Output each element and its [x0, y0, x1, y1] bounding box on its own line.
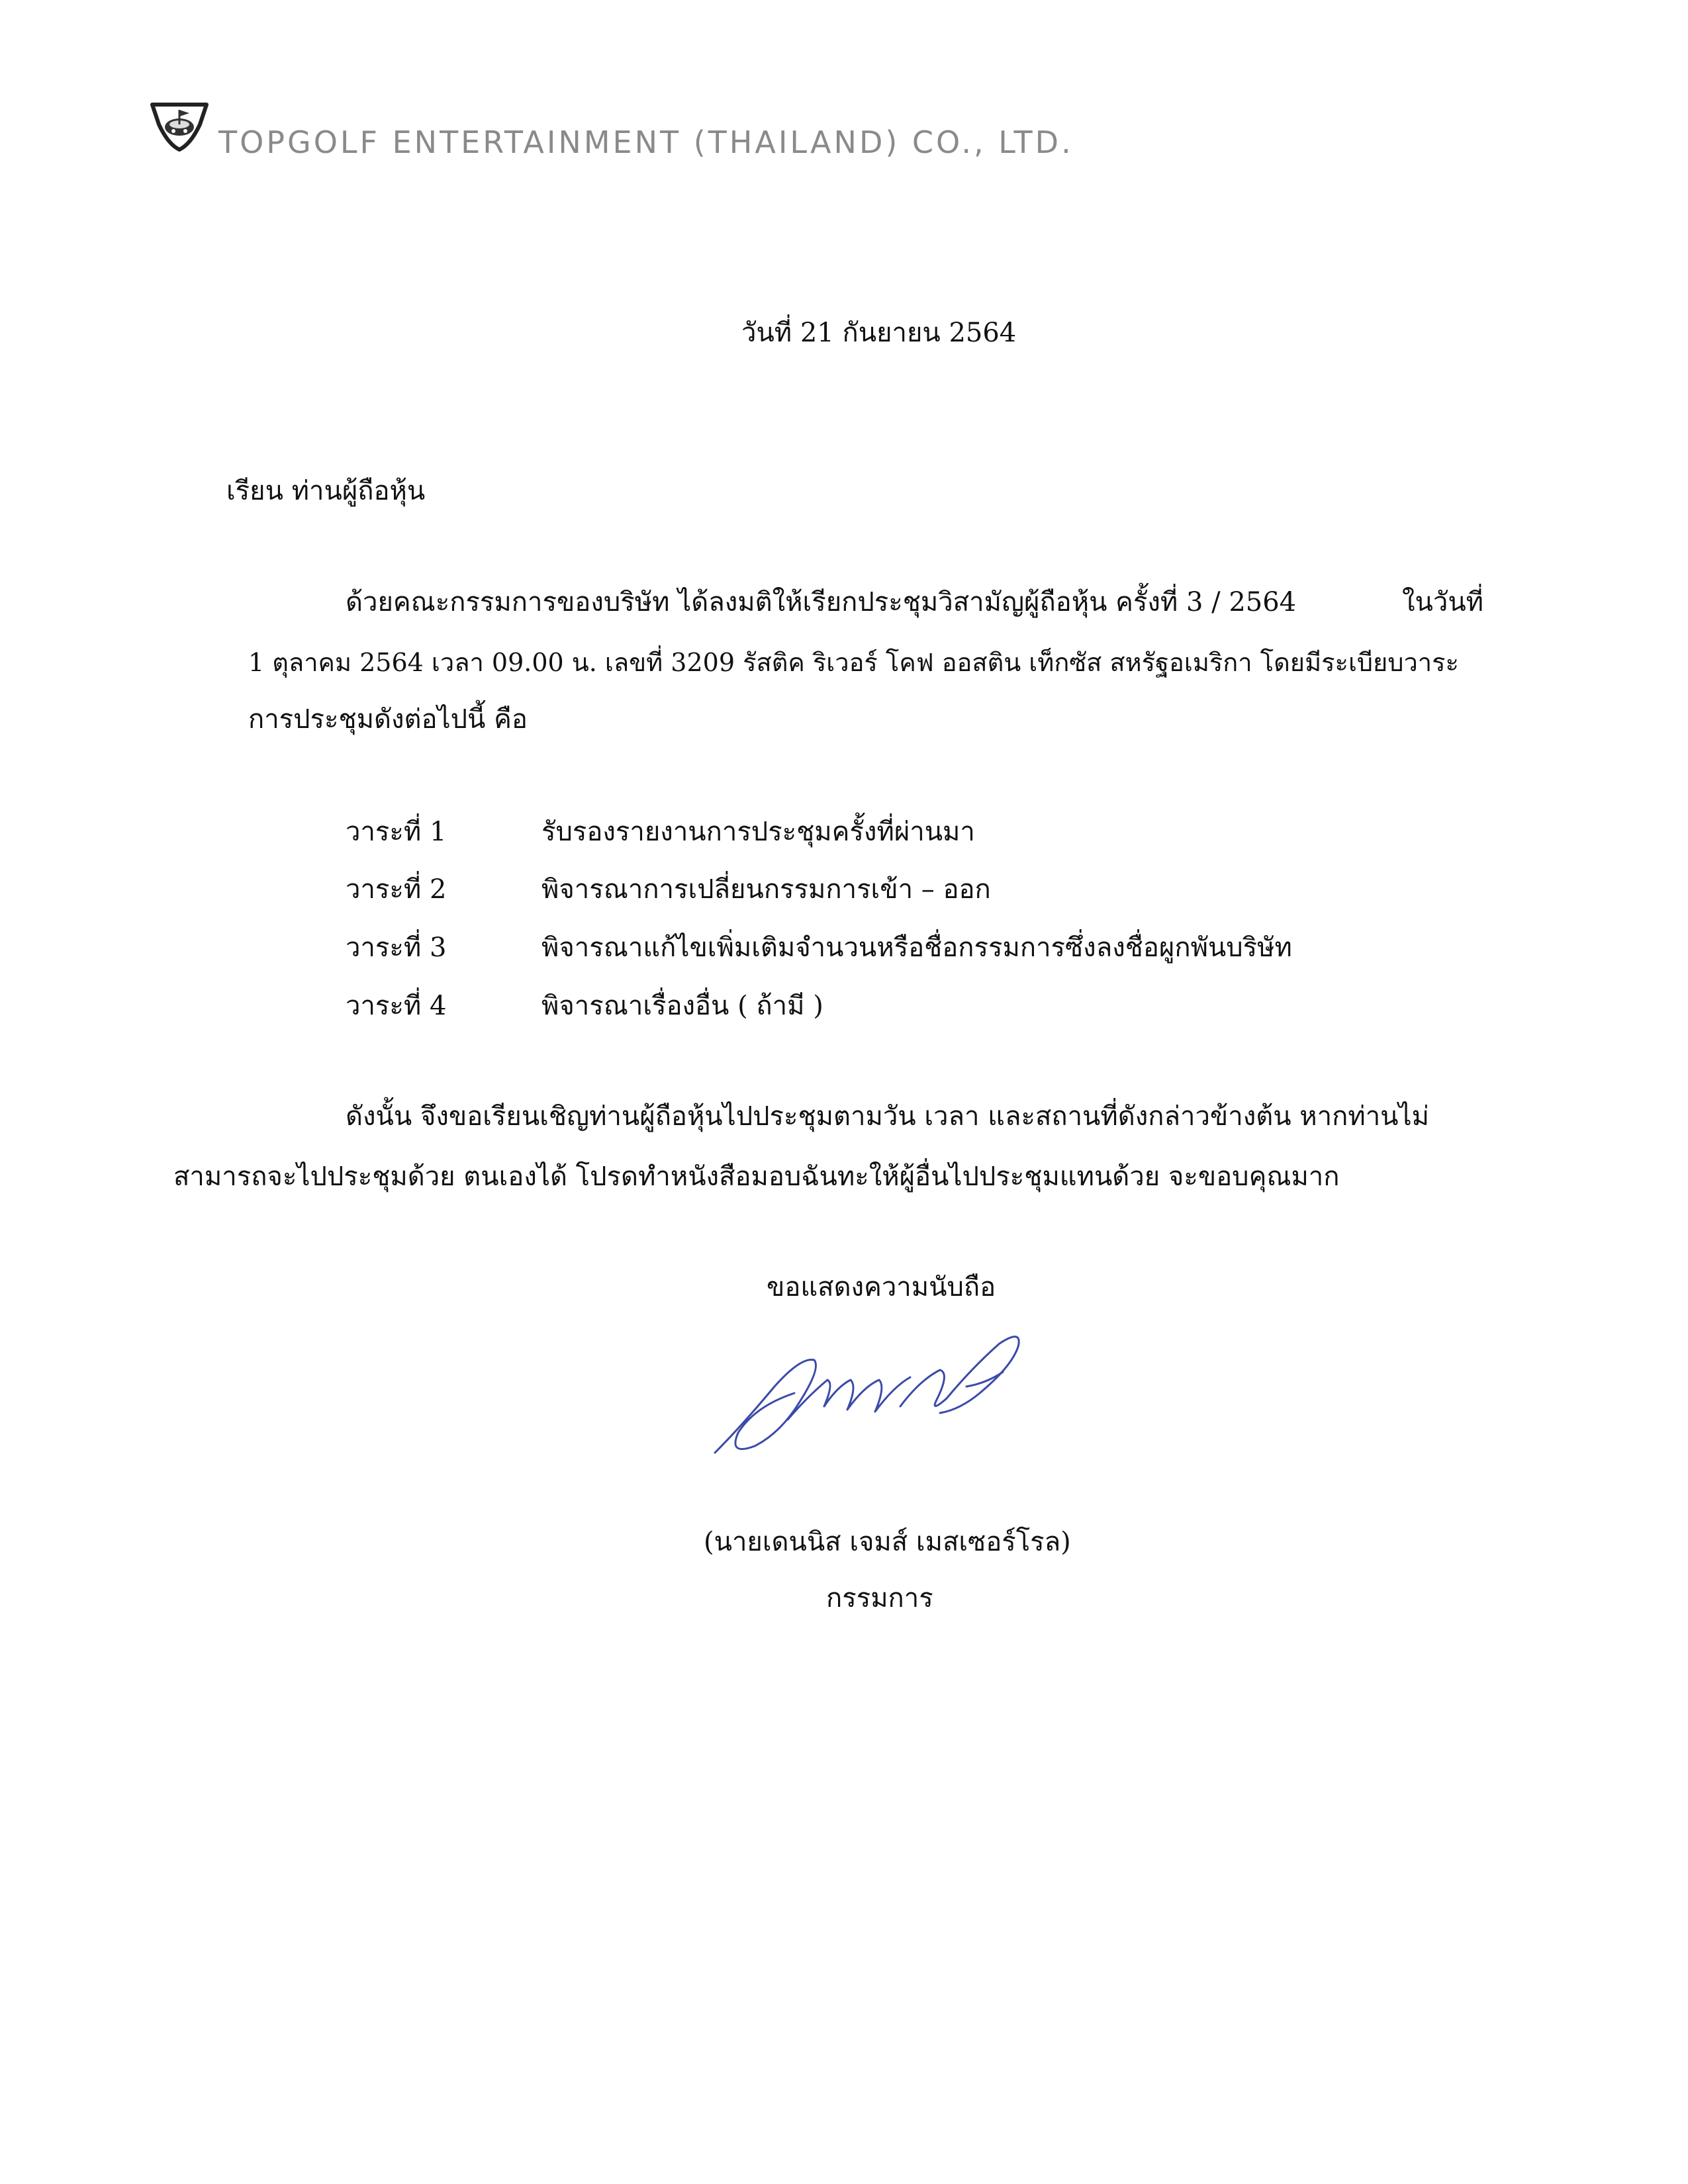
agenda-item-2-label: วาระที่ 2: [346, 874, 447, 905]
agenda-item-1-label: วาระที่ 1: [346, 817, 447, 847]
date-line: วันที่ 21 กันยายน 2564: [741, 318, 1017, 348]
paragraph-1-line-1-end: ในวันที่: [1402, 587, 1484, 617]
salutation: เรียน ท่านผู้ถือหุ้น: [226, 476, 426, 506]
closing: ขอแสดงความนับถือ: [767, 1272, 996, 1302]
paragraph-2-line-2: สามารถจะไปประชุมด้วย ตนเองได้ โปรดทำหนังสือมอบฉันทะให้ผู้อื่นไปประชุมแทนด้วย จะขอบคุณมาก: [173, 1161, 1340, 1192]
paragraph-1-line-3: การประชุมดังต่อไปนี้ คือ: [248, 704, 528, 735]
agenda-item-3-text: พิจารณาแก้ไขเพิ่มเติมจำนวนหรือชื่อกรรมการซึ่งลงชื่อผูกพันบริษัท: [541, 933, 1292, 963]
paragraph-2-line-1: ดังนั้น จึงขอเรียนเชิญท่านผู้ถือหุ้นไปประชุมตามวัน เวลา และสถานที่ดังกล่าวข้างต้น หากท่านไม่: [346, 1101, 1429, 1132]
agenda-item-4-text: พิจารณาเรื่องอื่น ( ถ้ามี ): [541, 991, 823, 1021]
paragraph-1-line-2: 1 ตุลาคม 2564 เวลา 09.00 น. เลขที่ 3209 รัสติค ริเวอร์ โคฟ ออสติน เท็กซัส สหรัฐอเมริกา โดยมีระเบียบวาระ: [248, 648, 1459, 677]
signer-title: กรรมการ: [826, 1583, 933, 1614]
signer-name: (นายเดนนิส เจมส์ เมสเซอร์โรล): [704, 1527, 1071, 1557]
agenda-item-3-label: วาระที่ 3: [346, 933, 447, 963]
agenda-item-1-text: รับรองรายงานการประชุมครั้งที่ผ่านมา: [541, 817, 975, 847]
agenda-item-2-text: พิจารณาการเปลี่ยนกรรมการเข้า – ออก: [541, 874, 991, 905]
paragraph-1-line-1: ด้วยคณะกรรมการของบริษัท ได้ลงมติให้เรียกประชุมวิสามัญผู้ถือหุ้น ครั้งที่ 3 / 2564: [346, 587, 1297, 617]
company-name: TOPGOLF ENTERTAINMENT (THAILAND) CO., LTD.: [218, 124, 1074, 160]
agenda-item-4-label: วาระที่ 4: [346, 991, 447, 1021]
signature-image: [702, 1320, 1059, 1479]
topgolf-logo-icon: [147, 98, 212, 152]
